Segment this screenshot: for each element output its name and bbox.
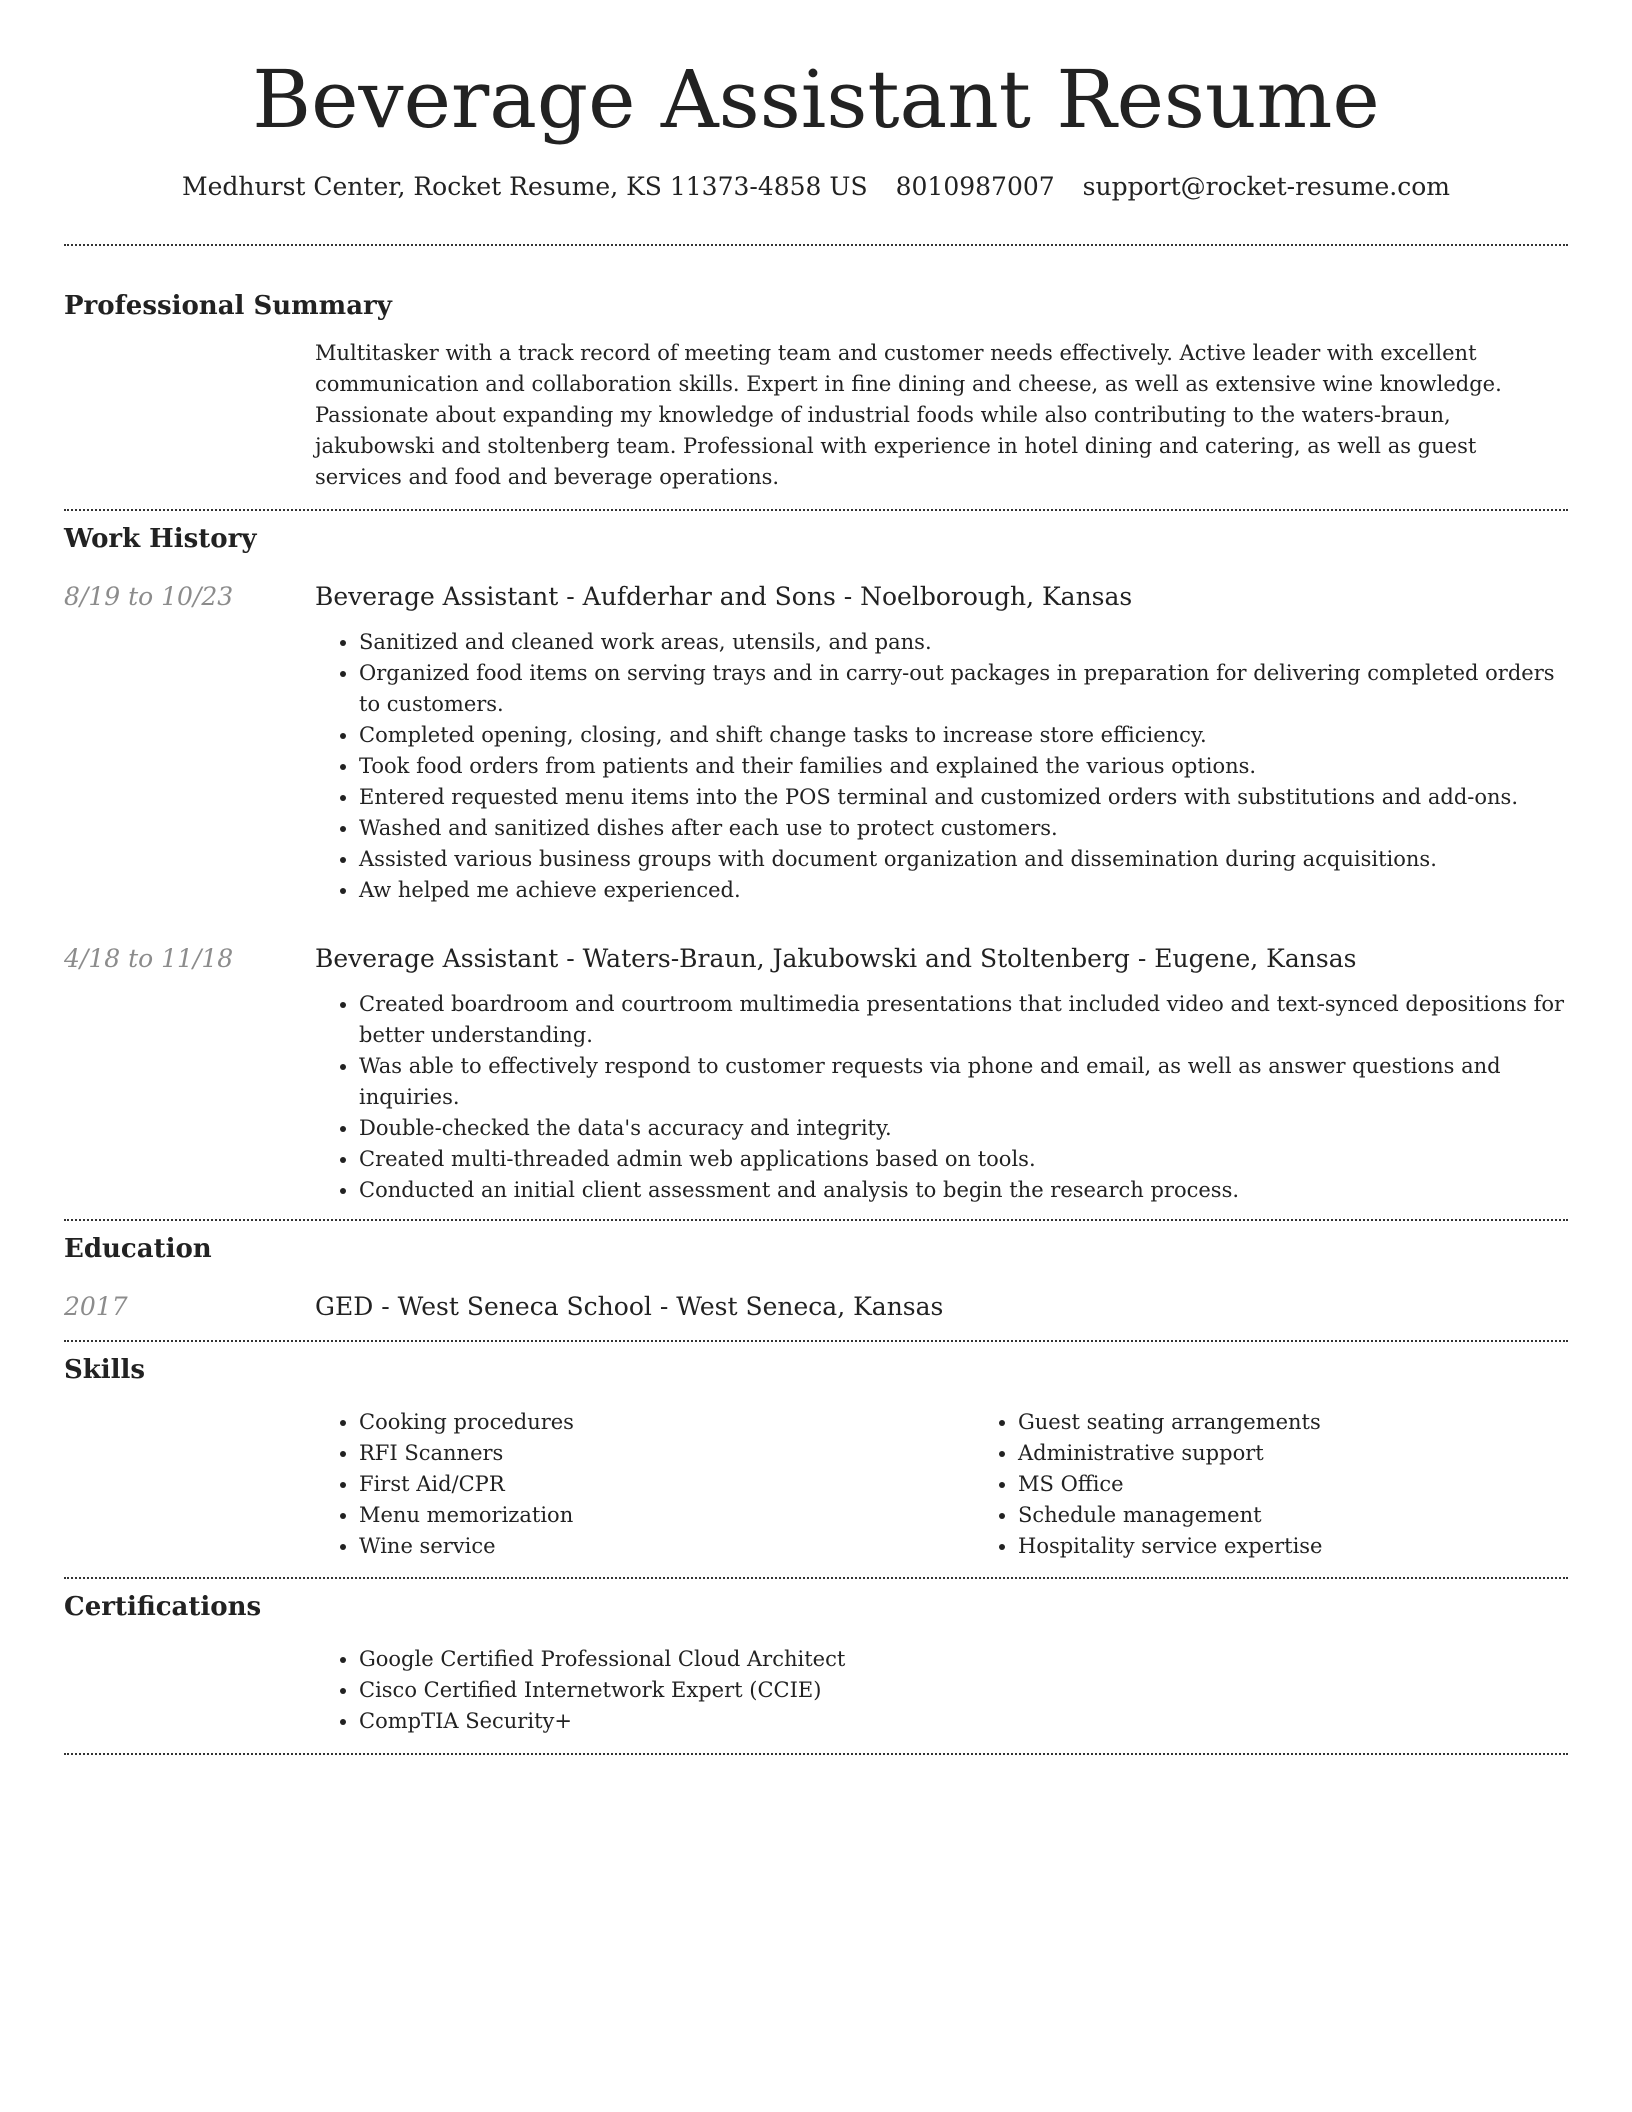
job-entry [64,580,1568,906]
list-item: • Created boardroom and courtroom multimedia presentations that included video and text-synced depositions for better understanding. [359,989,1568,1051]
skill-item: • Guest seating arrangements [1018,1407,1632,1438]
skill-item: • First Aid/CPR [359,1469,974,1500]
job-title: Beverage Assistant - Aufderhar and Sons - Noelborough, Kansas [315,582,1133,611]
section-title-summary: Professional Summary [64,291,392,321]
list-item: • Washed and sanitized dishes after each use to protect customers. [359,813,1568,844]
skill-item: • Schedule management [1018,1500,1632,1531]
job-dates: 4/18 to 11/18 [64,944,234,973]
contact-email: support@rocket-resume.com [1082,172,1450,201]
section-title-certifications: Certifications [64,1592,262,1622]
contact-phone: 8010987007 [895,172,1055,201]
section-title-education: Education [64,1234,212,1264]
list-item: • Took food orders from patients and their families and explained the various options. [359,751,1568,782]
education-section [64,1221,1568,1340]
skill-item: • Cooking procedures [359,1407,974,1438]
section-title-skills: Skills [64,1355,146,1385]
skill-item: • Hospitality service expertise [1018,1531,1632,1562]
certification-item: • Google Certified Professional Cloud Architect [359,1644,1568,1675]
skill-item: • Administrative support [1018,1438,1632,1469]
certification-item: • CompTIA Security+ [359,1706,1568,1737]
skill-item: • Menu memorization [359,1500,974,1531]
skill-item: • MS Office [1018,1469,1632,1500]
list-item: • Conducted an initial client assessment and analysis to begin the research process. [359,1175,1568,1206]
job-bullets [315,989,1568,1206]
list-item: • Assisted various business groups with document organization and dissemination during acquisitions. [359,844,1568,875]
contact-address: Medhurst Center, Rocket Resume, KS 11373-4858 US [182,172,868,201]
certifications-list [315,1644,1568,1737]
skills-list-left [315,1407,974,1562]
list-item: • Was able to effectively respond to customer requests via phone and email, as well as answer questions and inquiries. [359,1051,1568,1113]
skills-list-right [974,1407,1632,1562]
divider [64,1753,1568,1755]
list-item: • Double-checked the data's accuracy and integrity. [359,1113,1568,1144]
page-title: Beverage Assistant Resume [252,53,1380,146]
list-item: • Entered requested menu items into the POS terminal and customized orders with substitutions and add-ons. [359,782,1568,813]
list-item: • Created multi-threaded admin web applications based on tools. [359,1144,1568,1175]
summary-section [64,246,1568,509]
contact-line [64,170,1568,204]
job-bullets [315,627,1568,906]
list-item: • Sanitized and cleaned work areas, utensils, and pans. [359,627,1568,658]
summary-text: Multitasker with a track record of meeting team and customer needs effectively. Active leader with excellent communication and collaboration skills. Expert in fine dining and cheese, as well as extensive wine knowledge. Passionate about expanding my knowledge of industrial foods while also contributing to the waters-braun, jakubowski and stoltenberg team. Professional with experience in hotel dining and catering, as well as guest services and food and beverage operations. [315,341,1502,489]
list-item: • Completed opening, closing, and shift change tasks to increase store efficiency. [359,720,1568,751]
education-year: 2017 [64,1292,128,1321]
list-item: • Organized food items on serving trays and in carry-out packages in preparation for delivering completed orders to customers. [359,658,1568,720]
certifications-section [64,1579,1568,1753]
job-dates: 8/19 to 10/23 [64,582,234,611]
education-entry: GED - West Seneca School - West Seneca, Kansas [315,1292,944,1321]
work-section [64,511,1568,1219]
skills-section [64,1342,1568,1577]
list-item: • Aw helped me achieve experienced. [359,875,1568,906]
skill-item: • Wine service [359,1531,974,1562]
job-title: Beverage Assistant - Waters-Braun, Jakubowski and Stoltenberg - Eugene, Kansas [315,944,1357,973]
section-title-work: Work History [64,524,257,554]
certification-item: • Cisco Certified Internetwork Expert (CCIE) [359,1675,1568,1706]
job-entry [64,942,1568,1206]
skill-item: • RFI Scanners [359,1438,974,1469]
